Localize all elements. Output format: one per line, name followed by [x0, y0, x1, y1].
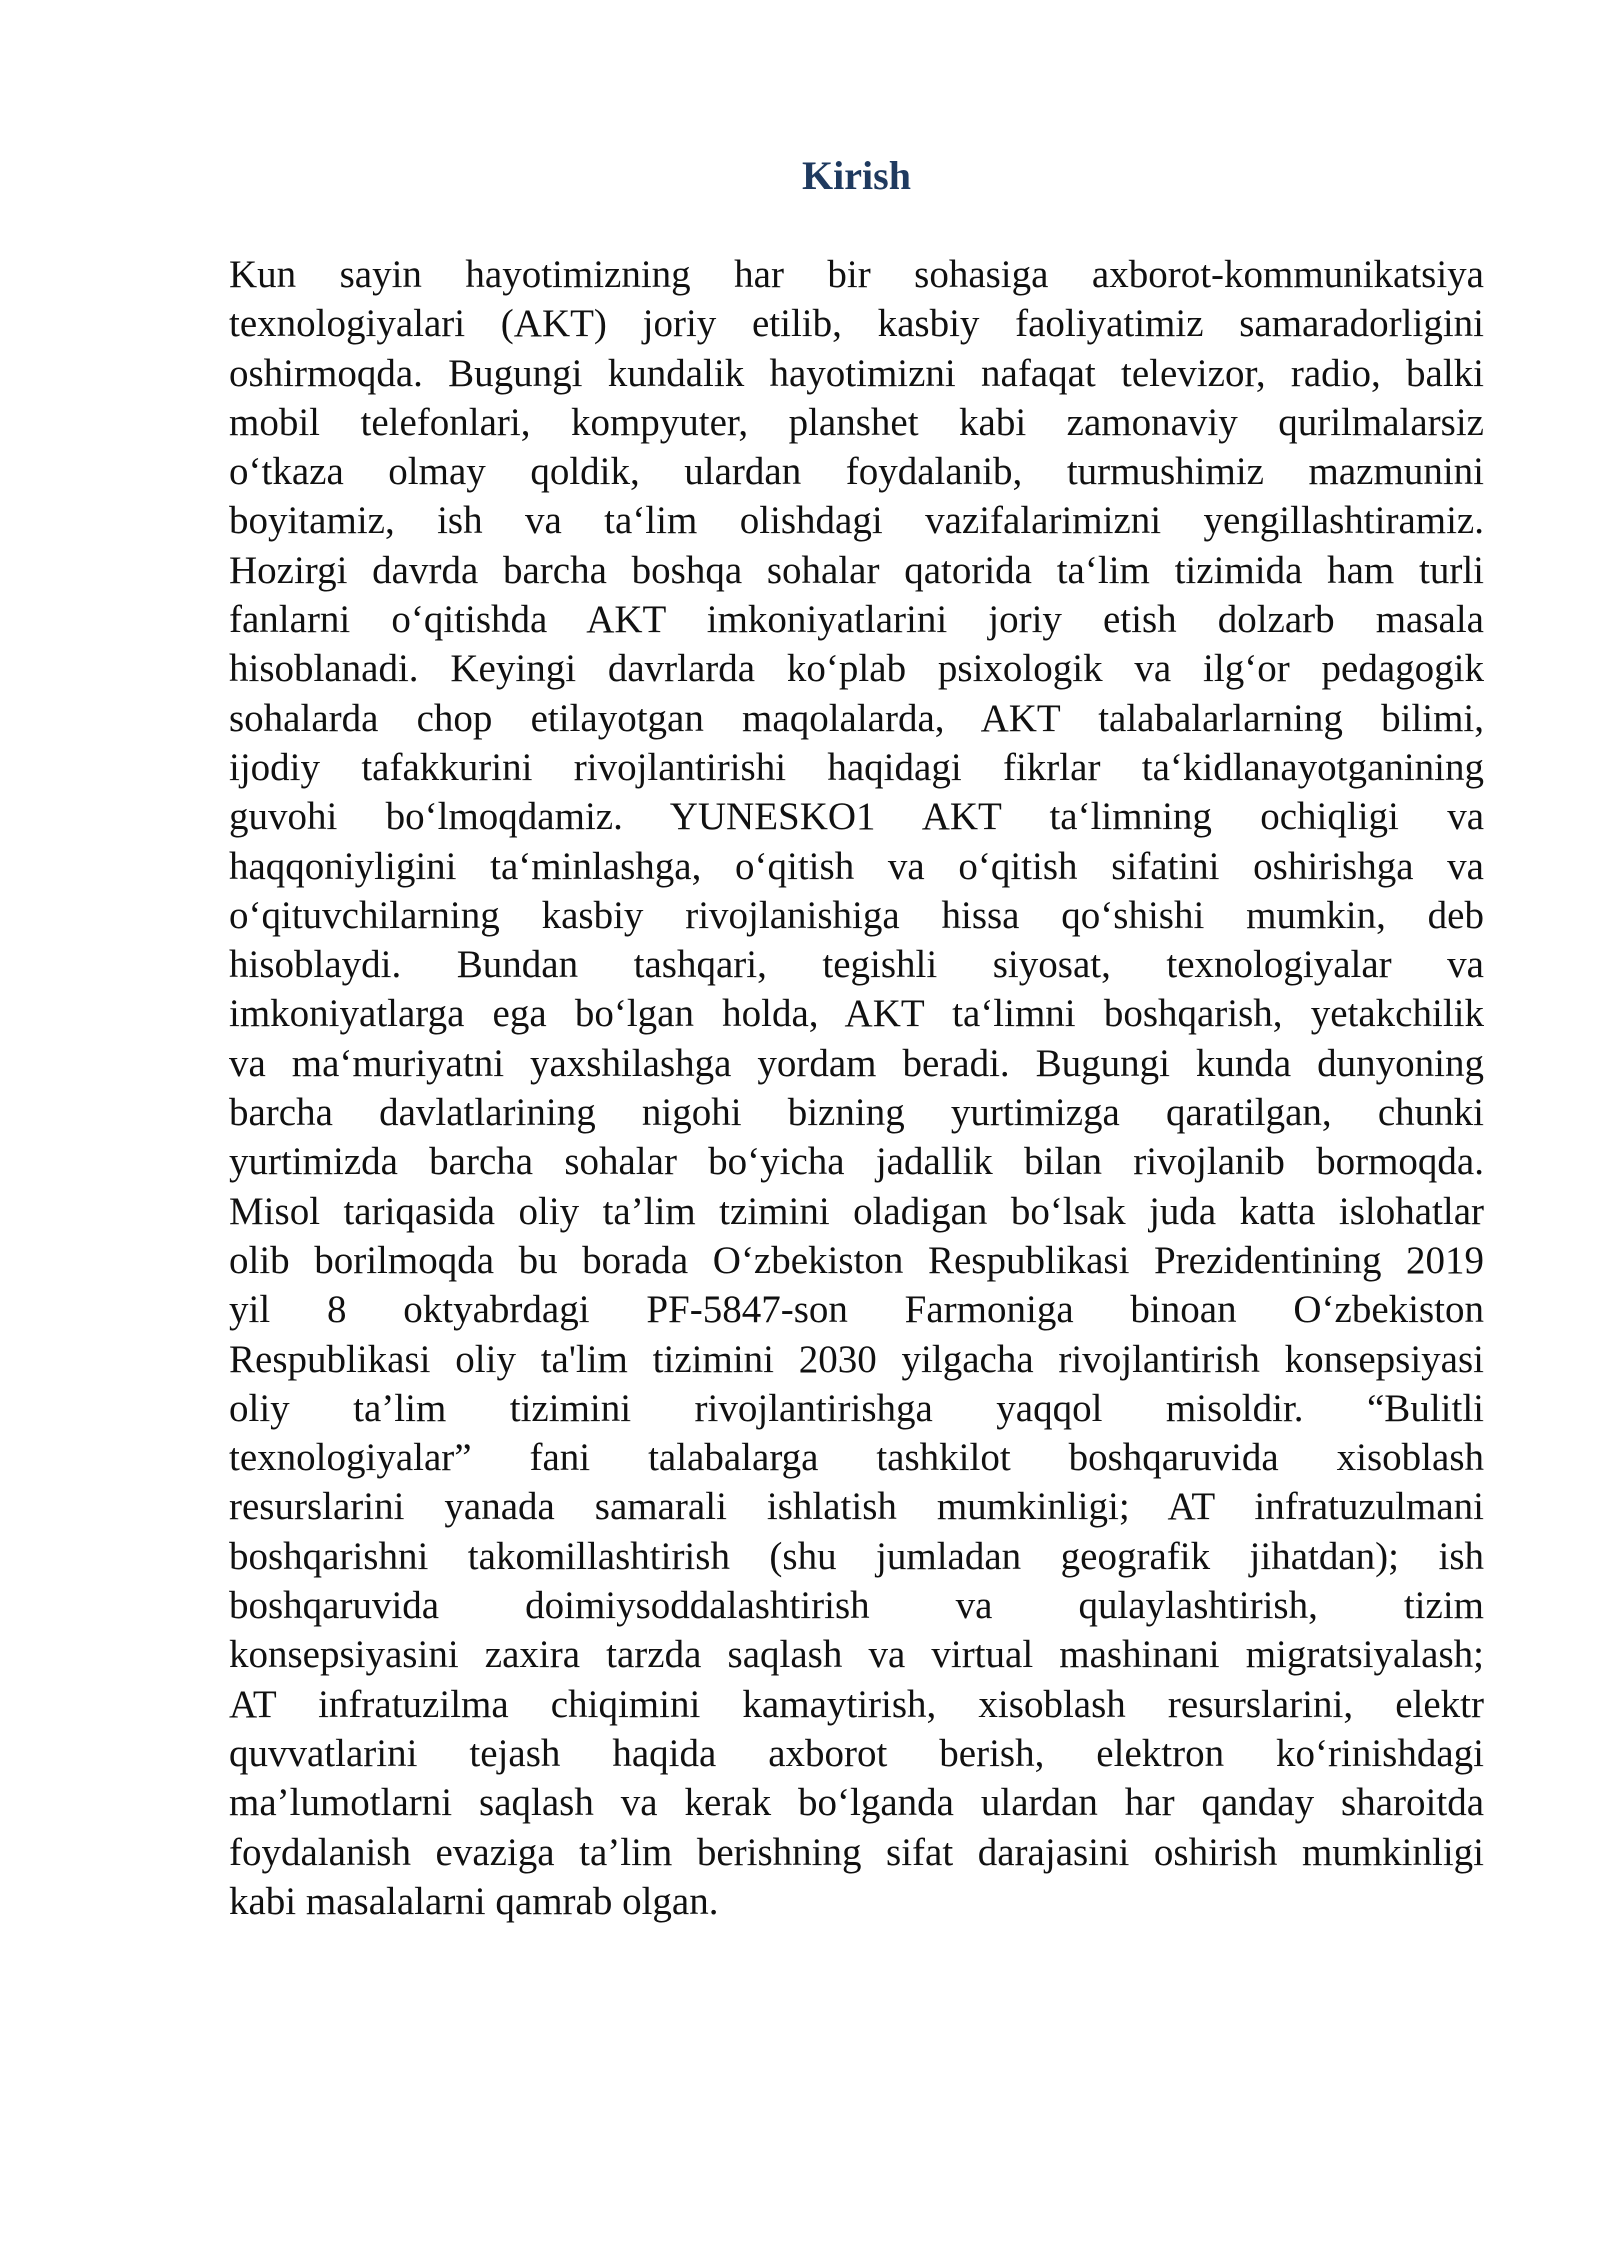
paragraph-line: boshqaruvida doimiysoddalashtirish va qulaylashtirish, tizim: [229, 1584, 1484, 1628]
paragraph-line: hisoblanadi. Keyingi davrlarda ko‘plab psixologik va ilg‘or pedagogik: [229, 647, 1484, 691]
paragraph-line: fanlarni o‘qitishda AKT imkoniyatlarini joriy etish dolzarb masala: [229, 598, 1484, 642]
paragraph-line: oliy ta’lim tizimini rivojlantirishga yaqqol misoldir. “Bulitli: [229, 1386, 1484, 1430]
paragraph-line: quvvatlarini tejash haqida axborot berish, elektron ko‘rinishdagi: [229, 1731, 1484, 1775]
paragraph-line: sohalarda chop etilayotgan maqolalarda, AKT talabalarlarning bilimi,: [229, 696, 1484, 740]
paragraph-line: konsepsiyasini zaxira tarzda saqlash va virtual mashinani migratsiyalash;: [229, 1633, 1484, 1677]
paragraph-line: haqqoniyligini ta‘minlashga, o‘qitish va o‘qitish sifatini oshirishga va: [229, 844, 1484, 888]
paragraph-line: AT infratuzilma chiqimini kamaytirish, xisoblash resurslarini, elektr: [229, 1682, 1484, 1726]
paragraph-line: kabi masalalarni qamrab olgan.: [229, 1879, 719, 1923]
paragraph-line: Kun sayin hayotimizning har bir sohasiga axborot-kommunikatsiya: [229, 253, 1484, 296]
paragraph-line: o‘tkaza olmay qoldik, ulardan foydalanib, turmushimiz mazmunini: [229, 450, 1484, 494]
paragraph-line: hisoblaydi. Bundan tashqari, tegishli siyosat, texnologiyalar va: [229, 943, 1484, 987]
paragraph-line: texnologiyalari (AKT) joriy etilib, kasbiy faoliyatimiz samaradorligini: [229, 302, 1484, 346]
paragraph-line: barcha davlatlarining nigohi bizning yurtimizga qaratilgan, chunki: [229, 1091, 1484, 1135]
paragraph-line: o‘qituvchilarning kasbiy rivojlanishiga hissa qo‘shishi mumkin, deb: [229, 893, 1484, 937]
paragraph-line: yurtimizda barcha sohalar bo‘yicha jadallik bilan rivojlanib bormoqda.: [229, 1140, 1484, 1184]
paragraph-line: boshqarishni takomillashtirish (shu jumladan geografik jihatdan); ish: [229, 1534, 1484, 1578]
page-title: Kirish: [802, 153, 911, 198]
paragraph-line: resurslarini yanada samarali ishlatish mumkinligi; AT infratuzulmani: [229, 1485, 1484, 1529]
paragraph-line: imkoniyatlarga ega bo‘lgan holda, AKT ta‘limni boshqarish, yetakchilik: [229, 992, 1484, 1036]
paragraph-line: ijodiy tafakkurini rivojlantirishi haqidagi fikrlar ta‘kidlanayotganining: [229, 745, 1484, 789]
paragraph-line: Respublikasi oliy ta'lim tizimini 2030 yilgacha rivojlantirish konsepsiyasi: [229, 1337, 1484, 1381]
paragraph-line: oshirmoqda. Bugungi kundalik hayotimizni nafaqat televizor, radio, balki: [229, 351, 1484, 395]
paragraph-line: Misol tariqasida oliy ta’lim tzimini oladigan bo‘lsak juda katta islohatlar: [229, 1189, 1484, 1233]
paragraph-line: boyitamiz, ish va ta‘lim olishdagi vazifalarimizni yengillashtiramiz.: [229, 499, 1484, 543]
paragraph-line: guvohi bo‘lmoqdamiz. YUNESKO1 AKT ta‘limning ochiqligi va: [229, 795, 1484, 839]
paragraph-line: olib borilmoqda bu borada O‘zbekiston Respublikasi Prezidentining 2019: [229, 1238, 1484, 1282]
paragraph-line: texnologiyalar” fani talabalarga tashkilot boshqaruvida xisoblash: [229, 1436, 1484, 1480]
paragraph-line: Hozirgi davrda barcha boshqa sohalar qatorida ta‘lim tizimida ham turli: [229, 548, 1484, 592]
paragraph-line: ma’lumotlarni saqlash va kerak bo‘lganda ulardan har qanday sharoitda: [229, 1781, 1484, 1825]
paragraph-line: foydalanish evaziga ta’lim berishning sifat darajasini oshirish mumkinligi: [229, 1830, 1484, 1874]
paragraph-line: mobil telefonlari, kompyuter, planshet kabi zamonaviy qurilmalarsiz: [229, 400, 1484, 444]
body-paragraph: [229, 250, 1484, 1926]
paragraph-line: va ma‘muriyatni yaxshilashga yordam beradi. Bugungi kunda dunyoning: [229, 1041, 1484, 1085]
paragraph-line: yil 8 oktyabrdagi PF-5847-son Farmoniga binoan O‘zbekiston: [229, 1288, 1484, 1332]
